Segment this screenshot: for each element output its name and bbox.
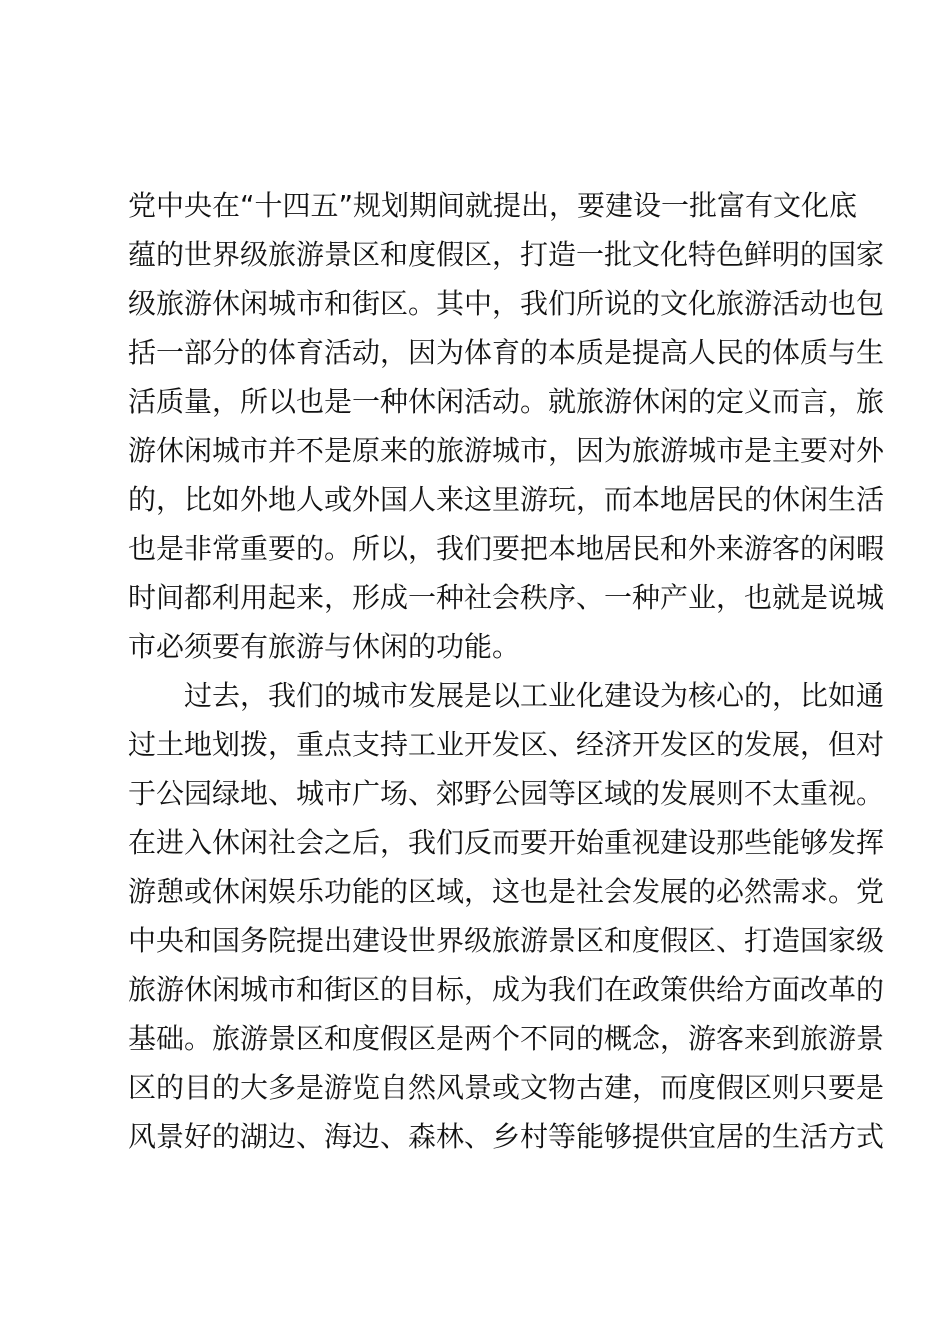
text-line: 蕴的世界级旅游景区和度假区，打造一批文化特色鲜明的国家 <box>128 238 885 271</box>
paragraph-2 <box>128 671 885 1161</box>
text-line: 在进入休闲社会之后，我们反而要开始重视建设那些能够发挥 <box>128 826 885 859</box>
text-line: 过去，我们的城市发展是以工业化建设为核心的，比如通 <box>184 679 885 712</box>
text-line: 游憩或休闲娱乐功能的区域，这也是社会发展的必然需求。党 <box>128 875 885 908</box>
body-text <box>128 181 885 1161</box>
text-line: 过土地划拨，重点支持工业开发区、经济开发区的发展，但对 <box>128 728 885 761</box>
text-line: 括一部分的体育活动，因为体育的本质是提高人民的体质与生 <box>128 336 885 369</box>
text-line: 中央和国务院提出建设世界级旅游景区和度假区、打造国家级 <box>128 924 885 957</box>
text-line: 游休闲城市并不是原来的旅游城市，因为旅游城市是主要对外 <box>128 434 885 467</box>
text-line: 党中央在“十四五”规划期间就提出，要建设一批富有文化底 <box>128 189 858 222</box>
text-line: 的，比如外地人或外国人来这里游玩，而本地居民的休闲生活 <box>128 483 885 516</box>
text-line: 旅游休闲城市和街区的目标，成为我们在政策供给方面改革的 <box>128 973 885 1006</box>
text-line: 活质量，所以也是一种休闲活动。就旅游休闲的定义而言，旅 <box>128 385 885 418</box>
text-line: 时间都利用起来，形成一种社会秩序、一种产业，也就是说城 <box>128 581 885 614</box>
paragraph-1 <box>128 181 885 671</box>
text-line: 区的目的大多是游览自然风景或文物古建，而度假区则只要是 <box>128 1071 885 1104</box>
text-line: 市必须要有旅游与休闲的功能。 <box>128 630 521 663</box>
text-line: 于公园绿地、城市广场、郊野公园等区域的发展则不太重视。 <box>128 777 885 810</box>
text-line: 风景好的湖边、海边、森林、乡村等能够提供宜居的生活方式 <box>128 1120 885 1153</box>
text-line: 级旅游休闲城市和街区。其中，我们所说的文化旅游活动也包 <box>128 287 885 320</box>
text-line: 也是非常重要的。所以，我们要把本地居民和外来游客的闲暇 <box>128 532 885 565</box>
text-line: 基础。旅游景区和度假区是两个不同的概念，游客来到旅游景 <box>128 1022 885 1055</box>
